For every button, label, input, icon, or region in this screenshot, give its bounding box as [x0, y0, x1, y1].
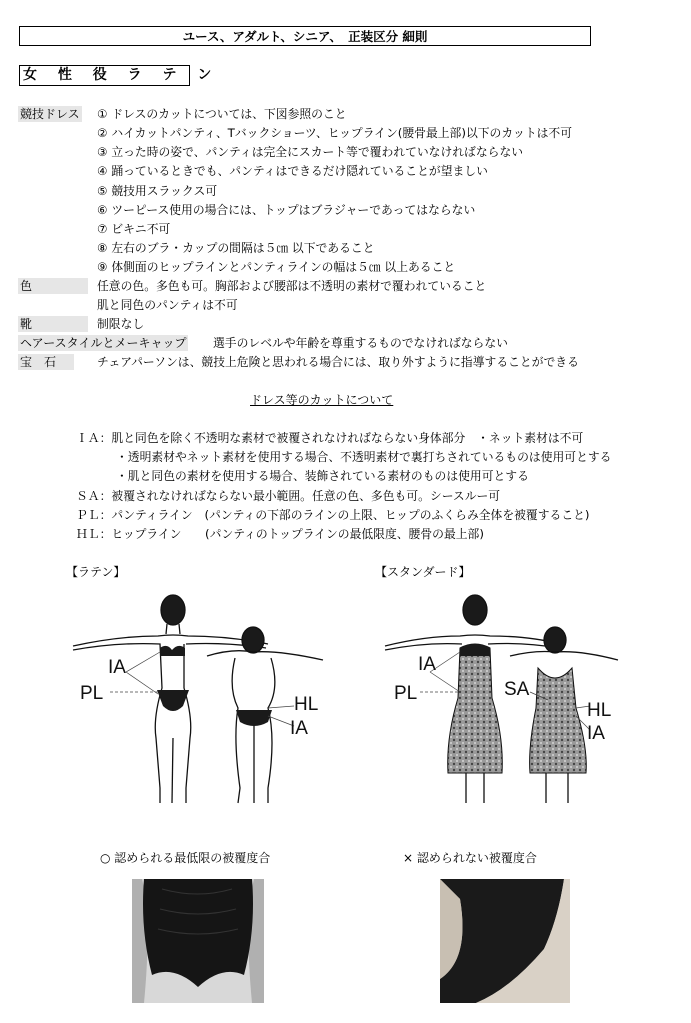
dress-item-1: ① ドレスのカットについては、下図参照のこと	[97, 107, 347, 121]
standard-illustration	[380, 588, 620, 820]
ia-definition: ＩＡ：肌と同色を除く不透明な素材で被覆されなければならない身体部分 ・ネット素材は不可	[76, 431, 584, 445]
latin-figure-label: 【ラテン】	[66, 565, 126, 579]
section-title: 女 性 役 ラ テ ン	[19, 65, 190, 86]
jewel-text: チェアパーソンは、競技上危険と思われる場合には、取り外すように指導することができる	[97, 355, 579, 369]
dress-item-7: ⑦ ビキニ不可	[97, 222, 171, 236]
standard-pl-label: PL	[394, 683, 418, 704]
dress-item-8: ⑧ 左右のブラ・カップの間隔は５㎝ 以下であること	[97, 241, 375, 255]
unacceptable-coverage-photo	[440, 879, 570, 1003]
ia-note-2: ・肌と同色の素材を使用する場合、装飾されている素材のものは使用可とする	[116, 469, 529, 483]
latin-hl-label: HL	[294, 694, 319, 715]
dress-item-4: ④ 踊っているときでも、パンティはできるだけ隠れていることが望ましい	[97, 164, 488, 178]
dress-item-6: ⑥ ツーピース使用の場合には、トップはブラジャーであってはならない	[97, 203, 476, 217]
standard-ia-label: IA	[418, 654, 436, 675]
ia-note-1: ・透明素材やネット素材を使用する場合、不透明素材で裏打ちされているものは使用可とする	[116, 450, 612, 464]
color-label: 色	[18, 278, 88, 294]
color-text-2: 肌と同色のパンティは不可	[97, 298, 238, 312]
latin-pl-label: PL	[80, 683, 104, 704]
latin-ia-label-2: IA	[290, 718, 308, 739]
dress-item-5: ⑤ 競技用スラックス可	[97, 184, 218, 198]
standard-hl-label: HL	[587, 700, 612, 721]
shoes-label: 靴	[18, 316, 88, 332]
hair-text: 選手のレベルや年齢を尊重するものでなければならない	[213, 336, 508, 350]
pl-definition: ＰＬ：パンティライン (パンティの下部のラインの上限、ヒップのふくらみ全体を被覆すること)	[76, 508, 590, 522]
latin-ia-label: IA	[108, 657, 126, 678]
dress-item-3: ③ 立った時の姿で、パンティは完全にスカート等で覆われていなければならない	[97, 145, 524, 159]
shoes-text: 制限なし	[97, 317, 145, 331]
acceptable-caption: ○ 認められる最低限の被覆度合	[100, 851, 271, 865]
jewel-label: 宝 石	[18, 354, 74, 370]
hl-definition: ＨＬ：ヒップライン (パンティのトップラインの最低限度、腰骨の最上部)	[76, 527, 484, 541]
standard-figure-label: 【スタンダード】	[375, 565, 471, 579]
cut-heading: ドレス等のカットについて	[250, 393, 394, 407]
dress-item-9: ⑨ 体側面のヒップラインとパンティラインの幅は５㎝ 以上あること	[97, 260, 456, 274]
hair-label: ヘアースタイルとメーキャップ	[20, 336, 187, 350]
color-text-1: 任意の色。多色も可。胸部および腰部は不透明の素材で覆われていること	[97, 279, 487, 293]
standard-sa-label: SA	[504, 679, 530, 700]
acceptable-coverage-photo	[132, 879, 264, 1003]
unacceptable-caption: × 認められない被覆度合	[403, 851, 537, 865]
sa-definition: ＳＡ：被覆されなければならない最小範囲。任意の色、多色も可。シースルー可	[76, 489, 501, 503]
standard-ia-label-2: IA	[587, 723, 605, 744]
page-title: ユース、アダルト、シニア、 正装区分 細則	[19, 26, 591, 46]
dress-item-2: ② ハイカットパンティ、Tバックショーツ、ヒップライン(腰骨最上部)以下のカットは不可	[97, 126, 573, 140]
dress-label: 競技ドレス	[20, 107, 80, 121]
latin-illustration	[68, 588, 328, 820]
